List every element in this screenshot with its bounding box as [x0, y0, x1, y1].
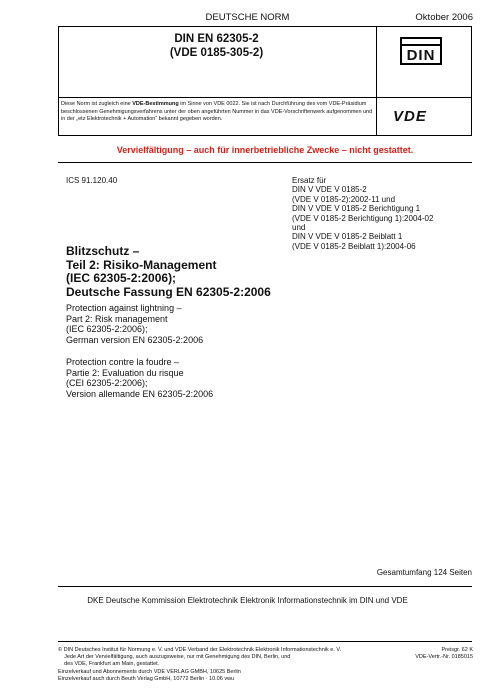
price-group: Preisgr. 62 K: [441, 647, 473, 653]
english-title-line: Protection against lightning –: [66, 303, 182, 313]
document-number: DIN EN 62305-2: [174, 33, 259, 45]
english-title-line: German version EN 62305-2:2006: [66, 334, 204, 345]
replacement-line: DIN V VDE V 0185-2: [292, 185, 367, 195]
vde-notice-part1: Diese Norm ist zugleich eine: [61, 101, 133, 107]
replacement-line: DIN V VDE V 0185-2 Beiblatt 1: [292, 232, 403, 242]
din-logo: [400, 37, 442, 65]
divider-rule: [58, 162, 472, 163]
german-title-line: Teil 2: Risiko-Management: [66, 257, 217, 272]
german-title-line: Deutsche Fassung EN 62305-2:2006: [66, 284, 271, 299]
footer-line: Jede Art der Vervielfältigung, auch auszugsweise, nur mit Genehmigung des DIN, Berlin, und: [58, 654, 291, 661]
footer-line: des VDE, Frankfurt am Main, gestattet.: [58, 661, 160, 668]
price-info: [415, 647, 473, 661]
vde-logo: VDE: [393, 108, 427, 125]
total-pages: Gesamtumfang 124 Seiten: [376, 568, 472, 577]
vde-notice-part2: im Sinne von VDE 0022. Sie ist nach Durchführung des vom VDE-Präsidium beschlossenen Genehmigungsverfahrens unter der oben angeführten Nummer in das VDE-Vorschriftenwerk aufgenommen und in der „etz Elektrotechnik + Automation“ bekannt gegeben worden.: [61, 101, 373, 122]
english-title-line: (IEC 62305-2:2006);: [66, 324, 148, 334]
replacement-line: Ersatz für: [292, 176, 327, 185]
reproduction-notice: Vervielfältigung – auch für innerbetriebliche Zwecke – nicht gestattet.: [116, 145, 414, 155]
vde-number: (VDE 0185-305-2): [169, 47, 264, 59]
divider-rule: [58, 586, 472, 587]
english-title: [66, 303, 203, 345]
replacement-list: [292, 176, 433, 251]
replacement-line: (VDE V 0185-2 Beiblatt 1):2004-06: [292, 241, 416, 251]
german-title: [66, 245, 271, 299]
vde-notice: [61, 101, 373, 124]
german-title-line: (IEC 62305-2:2006);: [66, 271, 177, 285]
replacement-line: DIN V VDE V 0185-2 Berichtigung 1: [292, 204, 421, 214]
din-logo-text: DIN: [406, 47, 436, 64]
vde-notice-bold: VDE-Bestimmung: [132, 101, 179, 107]
divider-rule: [58, 641, 472, 642]
french-title-line: Partie 2: Evaluation du risque: [66, 367, 184, 378]
order-number: VDE-Vertr.-Nr. 0185015: [415, 654, 473, 661]
replacement-line: (VDE V 0185-2):2002-11 und: [292, 194, 396, 204]
french-title-line: (CEI 62305-2:2006);: [66, 378, 148, 388]
dke-publisher: DKE Deutsche Kommission Elektrotechnik Elektronik Informationstechnik im DIN und VDE: [87, 596, 408, 605]
footer-line: Einzelverkauf und Abonnements durch VDE VERLAG GMBH, 10625 Berlin: [58, 668, 241, 675]
footer-line: Einzelverkauf auch durch Beuth Verlag GmbH, 10772 Berlin · 10.06 vwu: [58, 675, 235, 682]
german-title-line: Blitzschutz –: [66, 244, 140, 258]
english-title-line: Part 2: Risk management: [66, 313, 168, 324]
french-title-line: Version allemande EN 62305-2:2006: [66, 388, 214, 399]
copyright-footer: [58, 647, 358, 683]
header-date: Oktober 2006: [415, 12, 473, 23]
french-title-line: Protection contre la foudre –: [66, 357, 180, 367]
ics-code: ICS 91.120.40: [66, 176, 118, 185]
header-norm-type: DEUTSCHE NORM: [205, 12, 290, 23]
footer-line: © DIN Deutsches Institut für Normung e. V. und VDE Verband der Elektrotechnik Elektronik Informationstechnik e. V.: [58, 647, 342, 653]
replacement-line: und: [292, 223, 306, 233]
replacement-line: (VDE V 0185-2 Berichtigung 1):2004-02: [292, 213, 434, 223]
french-title: [66, 357, 213, 399]
